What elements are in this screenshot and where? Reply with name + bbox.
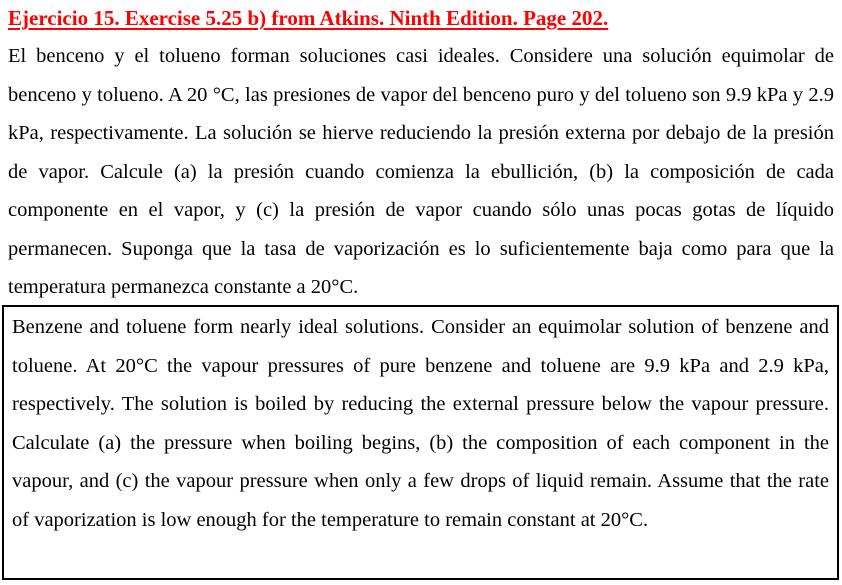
english-problem-box (2, 305, 839, 580)
english-problem-paragraph: Benzene and toluene form nearly ideal solutions. Consider an equimolar solution of benzene and toluene. At 20°C the vapour pressures of pure benzene and toluene are 9.9 kPa and 2.9 kPa, respectively. The solution is boiled by reducing the external pressure below the vapour pressure. Calculate (a) the pressure when boiling begins, (b) the composition of each component in the vapour, and (c) the vapour pressure when only a few drops of liquid remain. Assume that the rate of vaporization is low enough for the temperature to remain constant at 20°C. (12, 316, 829, 531)
exercise-title: Ejercicio 15. Exercise 5.25 b) from Atkins. Ninth Edition. Page 202. (8, 6, 609, 30)
spanish-problem-paragraph: El benceno y el tolueno forman soluciones casi ideales. Considere una solución equimolar de benceno y tolueno. A 20 °C, las presiones de vapor del benceno puro y del tolueno son 9.9 kPa y 2.9 kPa, respectivamente. La solución se hierve reduciendo la presión externa por debajo de la presión de vapor. Calcule (a) la presión cuando comienza la ebullición, (b) la composición de cada componente en el vapor, y (c) la presión de vapor cuando sólo unas pocas gotas de líquido permanecen. Suponga que la tasa de vaporización es lo suficientemente baja como para que la temperatura permanezca constante a 20°C. (8, 45, 834, 298)
